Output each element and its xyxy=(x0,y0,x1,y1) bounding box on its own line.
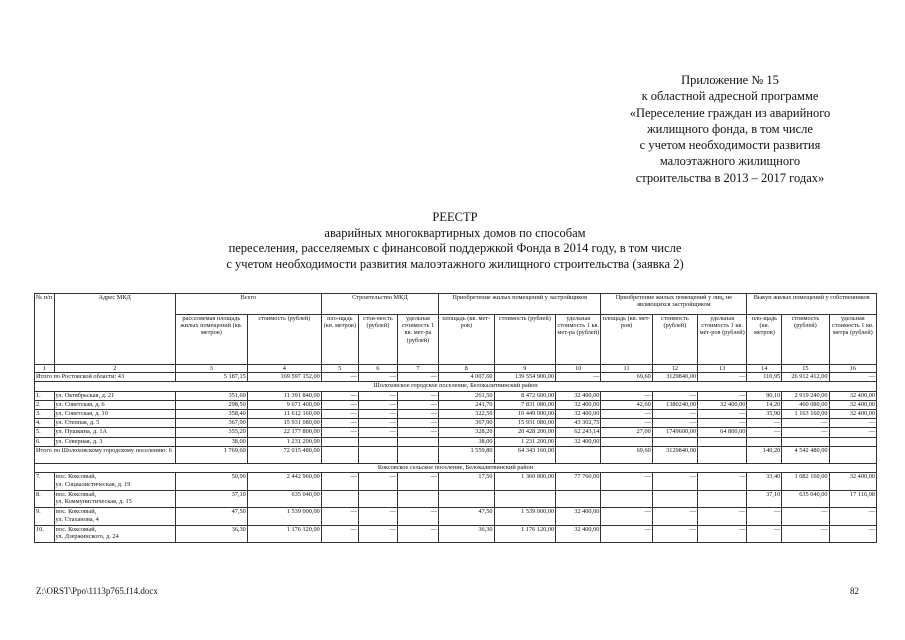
file-path: Z:\ORST\Ppo\1113p765.f14.docx xyxy=(36,586,158,596)
table-cell: — xyxy=(358,508,397,526)
table-cell xyxy=(321,446,358,464)
table-cell: 355,20 xyxy=(175,428,247,437)
table-row xyxy=(35,490,877,508)
header-non-developers: Приобретение жилых помещений у лиц, не являющихся застройщиком xyxy=(601,294,747,315)
table-cell: — xyxy=(358,473,397,491)
table-cell: — xyxy=(321,373,358,382)
table-cell: — xyxy=(358,428,397,437)
table-cell: 16 xyxy=(829,365,876,373)
address-line: ул. Стаханова, 4 xyxy=(55,515,99,523)
table-cell: — xyxy=(397,419,438,428)
table-cell: 1 176 120,00 xyxy=(494,525,556,543)
table-cell: 32 400,00 xyxy=(556,400,601,409)
table-cell: 13 xyxy=(698,365,747,373)
table-cell xyxy=(747,437,782,446)
appendix-line: «Переселение граждан из аварийного xyxy=(629,105,831,120)
title-line: с учетом необходимости развития малоэтажного жилищного строительства (заявка 2) xyxy=(226,256,684,271)
table-cell: — xyxy=(358,373,397,382)
table-cell: — xyxy=(698,419,747,428)
table-cell: 322,50 xyxy=(439,409,495,418)
table-cell: 27,00 xyxy=(601,428,652,437)
appendix-line: Приложение № 15 xyxy=(681,73,779,87)
table-cell: 14,20 xyxy=(747,400,782,409)
table-cell: 32 400,00 xyxy=(556,508,601,526)
table-cell: 110,95 xyxy=(747,373,782,382)
table-cell: — xyxy=(747,525,782,543)
table-cell: 32 400,00 xyxy=(829,400,876,409)
header-num: № п/п xyxy=(35,294,55,365)
table-cell: 8 472 600,00 xyxy=(494,391,556,400)
table-cell: 11 xyxy=(601,365,652,373)
address-line: ул. Коммунистическая, д. 15 xyxy=(55,498,132,506)
table-cell: — xyxy=(358,391,397,400)
address-line: пос. Коксовый, xyxy=(55,490,97,498)
table-cell: 9 xyxy=(494,365,556,373)
table-cell: площадь (кв. мет-ров) xyxy=(601,315,652,365)
table-cell xyxy=(494,490,556,508)
table-cell: 635 040,00 xyxy=(782,490,829,508)
table-cell: — xyxy=(698,508,747,526)
table-cell: 1 539 000,00 xyxy=(247,508,321,526)
address-line: ул. Социалистическая, д. 19 xyxy=(55,480,131,488)
table-cell: 15 931 080,00 xyxy=(247,419,321,428)
table-cell: 4 542 480,00 xyxy=(782,446,829,464)
table-cell: 139 554 900,00 xyxy=(494,373,556,382)
table-cell: 32 400,00 xyxy=(829,473,876,491)
table-cell: — xyxy=(397,409,438,418)
table-cell: удельная стоимость 1 кв. мет-ра (рублей) xyxy=(397,315,438,365)
header-buyout: Выкуп жилых помещений у собственников xyxy=(747,294,877,315)
page-number: 82 xyxy=(850,586,859,596)
table-cell: 32 400,00 xyxy=(556,525,601,543)
header-address: Адрес МКД xyxy=(54,294,175,365)
table-cell: 50,90 xyxy=(175,473,247,491)
table-cell: 32 400,00 xyxy=(556,409,601,418)
table-cell: — xyxy=(321,419,358,428)
table-cell: — xyxy=(652,409,697,418)
table-cell xyxy=(829,446,876,464)
table-cell: ул. Советская, д. 10 xyxy=(54,409,175,418)
table-cell: — xyxy=(698,409,747,418)
table-cell: 1 769,60 xyxy=(175,446,247,464)
table-cell: — xyxy=(782,428,829,437)
table-cell: 2 xyxy=(54,365,175,373)
table-cell: 1 163 160,00 xyxy=(782,409,829,418)
table-cell: — xyxy=(829,508,876,526)
table-cell: 1 539 000,00 xyxy=(494,508,556,526)
table-cell: 15 931 080,00 xyxy=(494,419,556,428)
table-cell: удельная стоимость 1 кв. метра (рублей) xyxy=(829,315,876,365)
table-row xyxy=(35,391,877,400)
address-line: пос. Коксовый, xyxy=(55,473,97,481)
table-cell xyxy=(652,437,697,446)
table-cell xyxy=(601,437,652,446)
table-cell: ул. Степная, д. 5 xyxy=(54,419,175,428)
table-cell xyxy=(556,490,601,508)
table-cell: — xyxy=(601,391,652,400)
table-cell: — xyxy=(747,428,782,437)
table-cell: — xyxy=(321,409,358,418)
table-cell: 35,90 xyxy=(747,409,782,418)
table-cell: 36,30 xyxy=(175,525,247,543)
address-cell xyxy=(54,473,175,491)
table-row xyxy=(35,428,877,437)
registry-table xyxy=(34,293,877,543)
table-cell: 37,10 xyxy=(175,490,247,508)
table-cell: 38,00 xyxy=(439,437,495,446)
table-cell: 42,60 xyxy=(601,400,652,409)
table-cell: — xyxy=(698,391,747,400)
table-cell: 2 919 240,00 xyxy=(782,391,829,400)
table-cell: — xyxy=(601,525,652,543)
table-cell: — xyxy=(652,391,697,400)
title-line: аварийных многоквартирных домов по способам xyxy=(324,225,586,240)
table-cell: — xyxy=(829,373,876,382)
table-cell: 32 400,00 xyxy=(556,437,601,446)
table-cell: — xyxy=(652,473,697,491)
table-cell xyxy=(556,446,601,464)
table-cell: 2 442 960,00 xyxy=(247,473,321,491)
table-cell: 69,60 xyxy=(601,446,652,464)
table-cell: — xyxy=(397,428,438,437)
table-row xyxy=(35,525,877,543)
table-cell: 64 343 160,00 xyxy=(494,446,556,464)
table-cell: 1 231 200,00 xyxy=(494,437,556,446)
table-cell: 10 449 000,00 xyxy=(494,409,556,418)
table-cell xyxy=(321,437,358,446)
table-cell: 26 912 412,00 xyxy=(782,373,829,382)
table-cell: 10. xyxy=(35,525,55,543)
table-cell: 1 xyxy=(35,365,55,373)
address-cell xyxy=(54,490,175,508)
table-cell: — xyxy=(601,508,652,526)
table-cell: — xyxy=(782,508,829,526)
table-cell: 47,50 xyxy=(175,508,247,526)
table-cell: 4 007,60 xyxy=(439,373,495,382)
table-cell xyxy=(358,490,397,508)
table-cell: — xyxy=(397,473,438,491)
table-cell: 328,20 xyxy=(439,428,495,437)
table-cell xyxy=(698,437,747,446)
table-cell: 7 xyxy=(397,365,438,373)
header-developers: Приобретение жилых помещений у застройщиков xyxy=(439,294,601,315)
table-cell: 351,60 xyxy=(175,391,247,400)
table-cell: 32 400,00 xyxy=(829,391,876,400)
title-line: РЕЕСТР xyxy=(432,210,478,224)
table-cell xyxy=(652,490,697,508)
table-cell: 37,10 xyxy=(747,490,782,508)
table-cell: 62 243,14 xyxy=(556,428,601,437)
table-cell: — xyxy=(601,473,652,491)
table-cell: 1 360 800,00 xyxy=(494,473,556,491)
table-cell: — xyxy=(321,428,358,437)
table-cell xyxy=(698,446,747,464)
table-cell: пло-щадь (кв. метров) xyxy=(321,315,358,365)
address-line: пос. Коксовый, xyxy=(55,525,97,533)
table-cell: Итого по Ростовской области: 43 xyxy=(35,373,176,382)
table-cell: — xyxy=(321,391,358,400)
table-cell: — xyxy=(747,508,782,526)
table-cell: 5 xyxy=(321,365,358,373)
table-cell: 11 612 160,00 xyxy=(247,409,321,418)
table-cell: 3. xyxy=(35,409,55,418)
table-cell: 460 080,00 xyxy=(782,400,829,409)
appendix-heading xyxy=(580,72,880,186)
appendix-line: жилищного фонда, в том числе xyxy=(647,121,813,136)
table-cell: 12 xyxy=(652,365,697,373)
table-cell: ул. Северная, д. 3 xyxy=(54,437,175,446)
table-cell: 72 015 480,00 xyxy=(247,446,321,464)
table-row xyxy=(35,400,877,409)
table-cell: 1380240,00 xyxy=(652,400,697,409)
address-cell xyxy=(54,525,175,543)
table-cell xyxy=(439,490,495,508)
subtotal-row xyxy=(35,446,877,464)
table-cell: 5 187,15 xyxy=(175,373,247,382)
table-cell: 47,50 xyxy=(439,508,495,526)
table-cell: — xyxy=(358,525,397,543)
table-cell: 1 082 160,00 xyxy=(782,473,829,491)
table-cell: 5. xyxy=(35,428,55,437)
header-row xyxy=(35,294,877,315)
table-row xyxy=(35,419,877,428)
table-cell: — xyxy=(358,419,397,428)
table-cell: — xyxy=(782,419,829,428)
table-cell xyxy=(397,490,438,508)
appendix-line: с учетом необходимости развития xyxy=(639,138,821,153)
table-cell: — xyxy=(397,525,438,543)
table-cell: 32 400,00 xyxy=(556,391,601,400)
table-cell: 1749600,00 xyxy=(652,428,697,437)
table-cell: — xyxy=(397,391,438,400)
address-cell xyxy=(54,508,175,526)
table-cell: 3 xyxy=(175,365,247,373)
table-cell: 7. xyxy=(35,473,55,491)
table-cell: 20 428 200,00 xyxy=(494,428,556,437)
table-cell: 32 400,00 xyxy=(698,400,747,409)
table-cell: 358,40 xyxy=(175,409,247,418)
table-cell xyxy=(321,490,358,508)
table-cell: 8. xyxy=(35,490,55,508)
table-cell: расселяемая площадь жилых помещений (кв. метров) xyxy=(175,315,247,365)
table-cell: — xyxy=(321,508,358,526)
table-cell: Итого по Шолоховскому городскому поселению: 6 xyxy=(35,446,176,464)
table-cell: 17,50 xyxy=(439,473,495,491)
table-cell: стоимость (рублей) xyxy=(652,315,697,365)
appendix-line: к областной адресной программе xyxy=(641,89,819,104)
table-cell xyxy=(601,490,652,508)
table-row xyxy=(35,409,877,418)
table-cell: 2. xyxy=(35,400,55,409)
table-cell: — xyxy=(829,419,876,428)
section-row xyxy=(35,382,877,391)
table-row xyxy=(35,437,877,446)
table-cell: 77 760,00 xyxy=(556,473,601,491)
table-cell xyxy=(397,446,438,464)
table-cell: стоимость (рублей) xyxy=(494,315,556,365)
table-cell: 4. xyxy=(35,419,55,428)
table-cell: 9. xyxy=(35,508,55,526)
table-cell: 32 400,00 xyxy=(829,409,876,418)
table-cell: 17 116,98 xyxy=(829,490,876,508)
table-cell: удельная стоимость 1 кв. мет-ра (рублей) xyxy=(556,315,601,365)
table-cell: стои-мость (рублей) xyxy=(358,315,397,365)
table-cell xyxy=(358,446,397,464)
table-cell: 3129840,00 xyxy=(652,373,697,382)
table-cell: — xyxy=(782,525,829,543)
table-cell: — xyxy=(698,525,747,543)
table-cell: 14 xyxy=(747,365,782,373)
table-cell: — xyxy=(747,419,782,428)
section-row xyxy=(35,464,877,473)
table-cell: ул. Советская, д. 6 xyxy=(54,400,175,409)
table-cell: 15 xyxy=(782,365,829,373)
table-cell: пло-щадь (кв. метров) xyxy=(747,315,782,365)
table-cell: — xyxy=(652,508,697,526)
table-cell: — xyxy=(601,409,652,418)
column-number-row xyxy=(35,365,877,373)
table-cell: — xyxy=(698,373,747,382)
table-cell: — xyxy=(358,400,397,409)
table-cell: ул. Октябрьская, д. 21 xyxy=(54,391,175,400)
table-cell: — xyxy=(829,428,876,437)
table-cell: 90,10 xyxy=(747,391,782,400)
table-cell: 298,50 xyxy=(175,400,247,409)
table-cell: 140,20 xyxy=(747,446,782,464)
table-cell: 4 xyxy=(247,365,321,373)
table-cell: — xyxy=(397,373,438,382)
table-cell: — xyxy=(652,525,697,543)
table-cell: — xyxy=(358,409,397,418)
header-construction: Строительство МКД xyxy=(321,294,438,315)
title-line: переселения, расселяемых с финансовой поддержкой Фонда в 2014 году, в том числе xyxy=(228,241,682,255)
table-cell: — xyxy=(321,525,358,543)
table-cell xyxy=(698,490,747,508)
table-cell: — xyxy=(698,473,747,491)
table-cell xyxy=(358,437,397,446)
document-title xyxy=(40,210,870,272)
table-cell: 241,70 xyxy=(439,400,495,409)
table-cell: 6. xyxy=(35,437,55,446)
table-cell: 22 177 800,00 xyxy=(247,428,321,437)
address-line: пос. Коксовый, xyxy=(55,508,97,516)
table-cell: 1 559,80 xyxy=(439,446,495,464)
table-cell: — xyxy=(556,373,601,382)
table-cell: 64 800,00 xyxy=(698,428,747,437)
table-cell: ул. Пушкина, д. 1А xyxy=(54,428,175,437)
table-cell: — xyxy=(397,400,438,409)
table-cell xyxy=(397,437,438,446)
table-cell: Шолоховское городское поселение, Белокалитвинский район xyxy=(35,382,877,391)
table-cell xyxy=(782,437,829,446)
table-cell: 8 xyxy=(439,365,495,373)
table-cell: 169 597 152,00 xyxy=(247,373,321,382)
table-cell: — xyxy=(321,473,358,491)
table-cell: 11 391 840,00 xyxy=(247,391,321,400)
table-cell: — xyxy=(652,419,697,428)
table-cell: 38,00 xyxy=(175,437,247,446)
table-cell: 635 040,00 xyxy=(247,490,321,508)
table-cell: 367,90 xyxy=(439,419,495,428)
total-row xyxy=(35,373,877,382)
table-cell: Коксовское сельское поселение, Белокалитвинский район xyxy=(35,464,877,473)
table-cell: 69,60 xyxy=(601,373,652,382)
table-cell: 43 302,75 xyxy=(556,419,601,428)
table-cell: площадь (кв. мет-ров) xyxy=(439,315,495,365)
header-total: Всего xyxy=(175,294,321,315)
table-cell: — xyxy=(397,508,438,526)
table-cell: 261,50 xyxy=(439,391,495,400)
table-cell: 1 176 120,00 xyxy=(247,525,321,543)
table-cell: 6 xyxy=(358,365,397,373)
table-cell: 33,40 xyxy=(747,473,782,491)
table-cell: стоимость (рублей) xyxy=(247,315,321,365)
table-cell: 3129840,00 xyxy=(652,446,697,464)
table-row xyxy=(35,473,877,491)
table-cell: 367,90 xyxy=(175,419,247,428)
table-cell: 1. xyxy=(35,391,55,400)
table-cell: удельная стоимость 1 кв. мет-ров (рублей) xyxy=(698,315,747,365)
table-cell: 36,30 xyxy=(439,525,495,543)
address-line: ул. Дзержинского, д. 24 xyxy=(55,533,119,541)
table-cell xyxy=(829,437,876,446)
table-cell: 10 xyxy=(556,365,601,373)
appendix-line: строительства в 2013 – 2017 годах» xyxy=(635,170,825,185)
table-cell: — xyxy=(601,419,652,428)
table-cell: — xyxy=(829,525,876,543)
table-cell: стоимость (рублей) xyxy=(782,315,829,365)
appendix-line: малоэтажного жилищного xyxy=(659,154,801,169)
table-cell: — xyxy=(321,400,358,409)
table-cell: 9 671 400,00 xyxy=(247,400,321,409)
table-cell: 1 231 200,00 xyxy=(247,437,321,446)
table-row xyxy=(35,508,877,526)
table-cell: 7 831 080,00 xyxy=(494,400,556,409)
